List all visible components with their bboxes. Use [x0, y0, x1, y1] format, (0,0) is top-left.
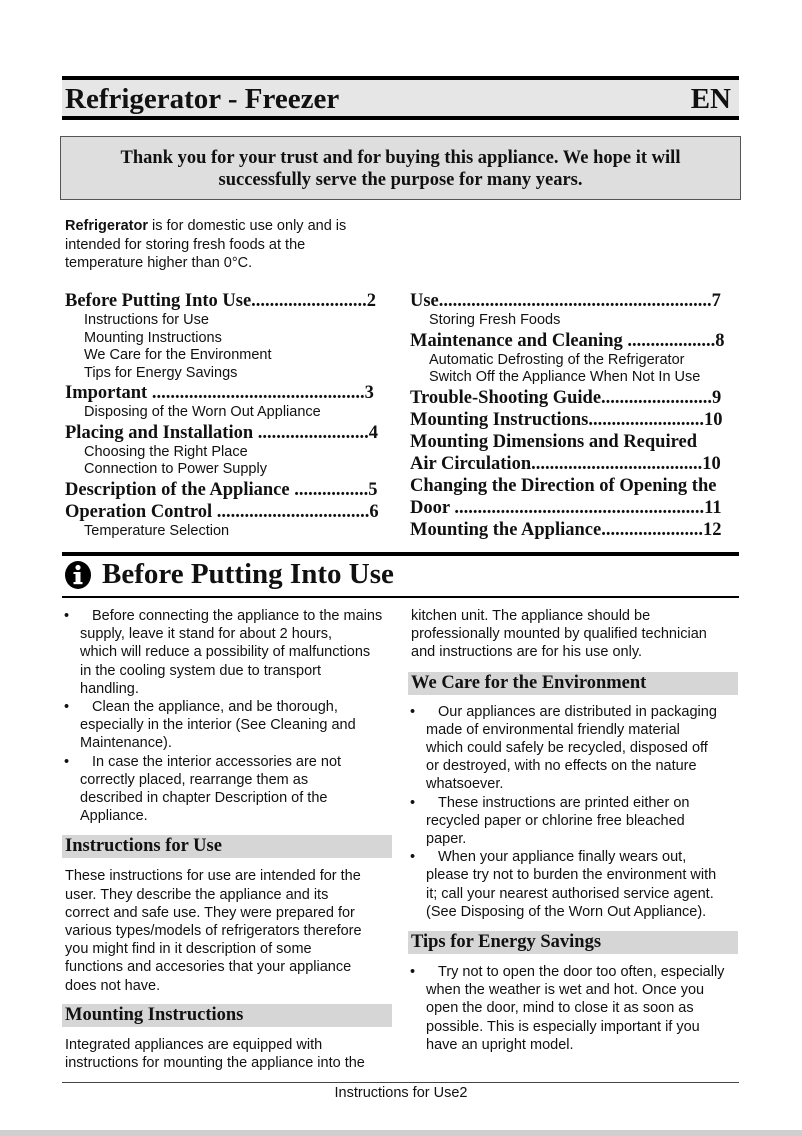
intro-paragraph [65, 217, 385, 273]
bullet-line: possible. This is especially important if you [426, 1018, 700, 1035]
left-bullet-list [62, 607, 398, 825]
footer-divider [62, 1082, 739, 1083]
bullet-line: • These instructions are printed either on [438, 794, 690, 811]
bullet-line: • Our appliances are distributed in packaging [438, 703, 717, 720]
tips-energy-savings-heading: Tips for Energy Savings [408, 931, 738, 954]
bullet-line: Maintenance). [80, 735, 172, 752]
toc-entry: Before Putting Into Use.........................2 [65, 291, 377, 311]
info-icon [64, 560, 92, 590]
bullet-line: Appliance. [80, 808, 148, 825]
toc-entry: Description of the Appliance ................5 [65, 479, 378, 500]
bullet-line: which will reduce a possibility of malfunctions [80, 644, 371, 661]
bullet-item [62, 698, 398, 753]
bullet-item [408, 794, 742, 849]
intro-bold: Refrigerator [65, 218, 148, 234]
toc-subentry: Switch Off the Appliance When Not In Use [429, 369, 701, 385]
language-code: EN [690, 83, 731, 115]
bullet-item [408, 848, 742, 921]
bullet-line: open the door, mind to close it as soon as [426, 1000, 694, 1017]
section-title: Before Putting Into Use [102, 558, 394, 590]
paragraph-line: various types/models of refrigerators therefore [65, 923, 362, 940]
bullet-line: handling. [80, 680, 139, 697]
toc-entry: Door ......................................................11 [410, 497, 722, 518]
bullet-line: have an upright model. [426, 1036, 574, 1053]
toc-entry: Operation Control .................................6 [65, 501, 379, 522]
toc-entry: Air Circulation.....................................10 [410, 453, 721, 474]
bullet-line: it; call your nearest authorised service agent. [426, 885, 714, 902]
bullet-line: (See Disposing of the Worn Out Appliance). [426, 903, 707, 920]
environment-bullet-list [408, 703, 742, 921]
thank-you-box [60, 136, 741, 200]
toc-subentry: Storing Fresh Foods [429, 312, 561, 328]
mounting-continued-paragraph [408, 607, 742, 662]
thank-you-line-2: successfully serve the purpose for many years. [218, 170, 583, 190]
toc-subentry: Automatic Defrosting of the Refrigerator [429, 351, 685, 368]
paragraph-line: professionally mounted by qualified technician [411, 626, 707, 643]
left-column [62, 607, 398, 1072]
toc-subentry: Mounting Instructions [84, 329, 222, 346]
paragraph-line: kitchen unit. The appliance should be [411, 608, 651, 624]
bullet-line: • Try not to open the door too often, especially [438, 964, 725, 981]
toc-entry: Use...........................................................7 [410, 291, 721, 311]
toc-entry: Changing the Direction of Opening the [410, 475, 717, 496]
bullet-line: described in chapter Description of the [80, 790, 328, 807]
bullet-line: in the cooling system due to transport [80, 662, 321, 679]
toc-entry: Trouble-Shooting Guide........................9 [410, 387, 722, 408]
bullet-item [62, 753, 398, 826]
mounting-instructions-heading: Mounting Instructions [62, 1004, 392, 1027]
thank-you-line-1: Thank you for your trust and for buying this appliance. We hope it will [120, 148, 681, 168]
bullet-line: correctly placed, rearrange them as [80, 771, 309, 788]
toc-entry: Mounting Instructions.........................10 [410, 409, 723, 430]
bullet-line: when the weather is wet and hot. Once you [426, 982, 705, 999]
toc-entry: Important ..............................................3 [65, 383, 374, 403]
document-title-bar [62, 76, 739, 120]
bullet-line: supply, leave it stand for about 2 hours, [80, 626, 333, 643]
footer-text: Instructions for Use2 [334, 1085, 468, 1101]
right-column [408, 607, 742, 1054]
toc-subentry: Connection to Power Supply [84, 461, 267, 477]
paragraph-line: user. They describe the appliance and its [65, 886, 329, 903]
instructions-for-use-paragraph [62, 867, 398, 994]
toc-right-column [410, 290, 734, 541]
bullet-line: please try not to burden the environment with [426, 867, 717, 884]
bullet-line: made of environmental friendly material [426, 721, 680, 738]
we-care-environment-heading: We Care for the Environment [408, 672, 738, 695]
toc-subentry: We Care for the Environment [84, 347, 272, 363]
paragraph-line: correct and safe use. They were prepared for [65, 904, 355, 921]
toc-left-column [65, 290, 389, 540]
paragraph-line: functions and accesories that your appliance [65, 959, 352, 976]
paragraph-line: you might find in it description of some [65, 941, 312, 958]
toc-entry: Maintenance and Cleaning ...................8 [410, 330, 725, 351]
toc-subentry: Temperature Selection [84, 522, 230, 539]
bullet-line: especially in the interior (See Cleaning and [80, 717, 356, 734]
toc-subentry: Disposing of the Worn Out Appliance [84, 404, 321, 420]
instructions-for-use-heading: Instructions for Use [62, 835, 392, 858]
bullet-item [408, 963, 742, 1054]
bullet-line: whatsoever. [426, 776, 504, 793]
mounting-instructions-paragraph [62, 1036, 398, 1072]
bullet-line: • When your appliance finally wears out, [438, 849, 687, 866]
section-header [62, 552, 739, 598]
intro-text: is for domestic use only and is intended for storing fresh foods at the temperature higher than 0°C. [65, 218, 347, 271]
bullet-line: • Clean the appliance, and be thorough, [92, 699, 338, 716]
bullet-line: • Before connecting the appliance to the mains [92, 608, 383, 624]
toc-entry: Mounting Dimensions and Required [410, 431, 697, 452]
bullet-item [62, 607, 398, 698]
energy-bullet-list [408, 963, 742, 1054]
document-title: Refrigerator - Freezer [65, 83, 340, 115]
bullet-line: which could safely be recycled, disposed off [426, 740, 708, 757]
paragraph-line: These instructions for use are intended for the [65, 868, 361, 885]
bullet-line: • In case the interior accessories are not [92, 753, 342, 770]
paragraph-line: does not have. [65, 977, 161, 994]
paragraph-line: and instructions are for his use only. [411, 644, 643, 661]
toc-entry: Mounting the Appliance......................12 [410, 519, 722, 540]
paragraph-line: Integrated appliances are equipped with [65, 1036, 323, 1053]
bullet-item [408, 703, 742, 794]
bullet-line: recycled paper or chlorine free bleached [426, 812, 685, 829]
toc-subentry: Instructions for Use [84, 312, 209, 328]
toc-subentry: Choosing the Right Place [84, 443, 248, 460]
bullet-line: paper. [426, 831, 467, 848]
paragraph-line: instructions for mounting the appliance into the [65, 1055, 365, 1072]
page-bottom-edge [0, 1130, 802, 1136]
toc-subentry: Tips for Energy Savings [84, 364, 238, 381]
bullet-line: or destroyed, with no effects on the nature [426, 758, 697, 775]
toc-entry: Placing and Installation ........................4 [65, 422, 379, 443]
